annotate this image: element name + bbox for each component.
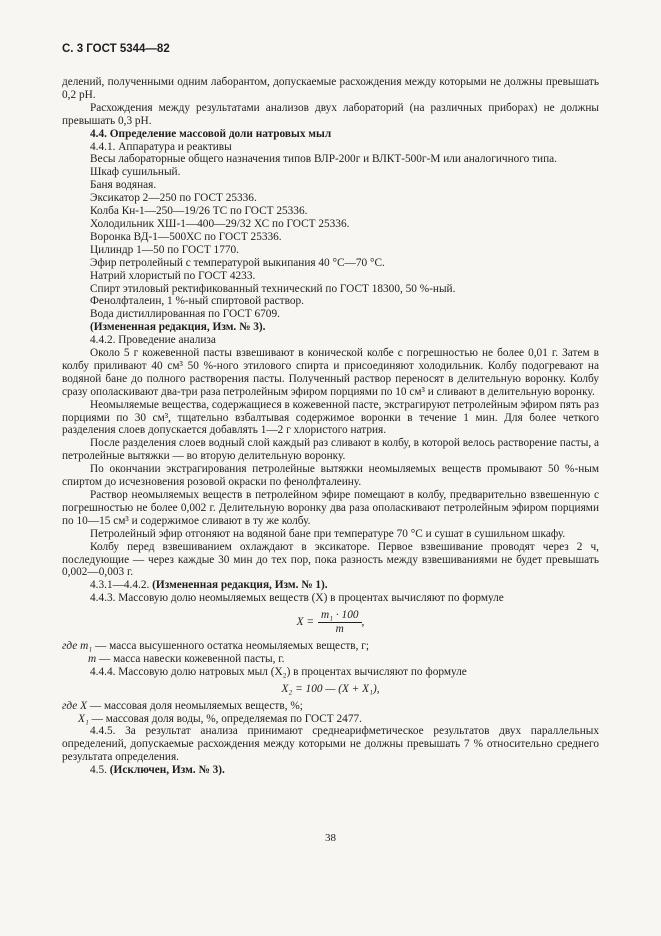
equipment-item: Холодильник ХШ-1—400—29/32 ХС по ГОСТ 25336. [90, 217, 350, 230]
formula-text: X₂ = 100 — (X + X₁), [281, 682, 380, 695]
formula-unsaponifiable [62, 609, 599, 636]
formula-fraction [318, 609, 362, 636]
equipment-item: Цилиндр 1—50 по ГОСТ 1770. [90, 243, 239, 256]
definition-symbol: где m₁ [62, 639, 93, 652]
section-ref: 4.5. [90, 764, 107, 777]
formula-tail: , [361, 616, 365, 629]
paragraph: Раствор неомыляемых веществ в петролейном эфире помещают в колбу, предварительно взвешенную с погрешностью не более 0,002 г. Делительную воронку два раза ополаскивают петролейным эфиром порциями по 10—15 см³ и содержимое сливают в ту же колбу. [62, 489, 599, 527]
formula-lhs: X = [296, 616, 314, 629]
amendment-ref: 4.3.1—4.4.2. [90, 579, 150, 592]
equipment-item: Спирт этиловый ректификованный технический по ГОСТ 18300, 50 %-ный. [90, 282, 456, 295]
amendment-text: (Измененная редакция, Изм. № 1). [152, 579, 328, 592]
equipment-item: Шкаф сушильный. [90, 166, 181, 179]
paragraph: Расхождения между результатами анализов двух лабораторий (на различных приборах) не должны превышать 0,3 pH. [62, 101, 599, 127]
equipment-item: Вода дистиллированная по ГОСТ 6709. [90, 308, 280, 321]
definition-row [62, 640, 599, 653]
section-4-4-2: 4.4.2. Проведение анализа [90, 334, 216, 347]
equipment-item: Фенолфталеин, 1 %-ный спиртовой раствор. [90, 295, 304, 308]
equipment-item: Эксикатор 2—250 по ГОСТ 25336. [90, 192, 257, 205]
paragraph: Неомыляемые вещества, содержащиеся в кожевенной пасте, экстрагируют петролейным эфиром пять раз порциями по 30 см³, тщательно взбалтывая содержимое воронки в течение 1 мин. Для более четкого разделения слоев допускается добавлять 1—2 г хлористого натрия. [62, 398, 599, 437]
equipment-item: Колба Кн-1—250—19/26 ТС по ГОСТ 25336. [90, 205, 308, 218]
definition-symbol: X₁ [78, 712, 89, 725]
definition-text: — масса высушенного остатка неомыляемых веществ, г; [95, 639, 370, 652]
equipment-item: Натрий хлористый по ГОСТ 4233. [90, 269, 256, 282]
formula-soaps [62, 683, 599, 696]
definition-text: — массовая доля неомыляемых веществ, %; [89, 699, 303, 712]
equipment-item: Эфир петролейный с температурой выкипания 40 °С—70 °С. [90, 256, 385, 269]
definition-row [62, 700, 599, 713]
section-4-4-5: 4.4.5. За результат анализа принимают среднеарифметическое результатов двух параллельных определений, допускаемые расхождения между которыми не должны превышать 7 % относительно среднего результата определения. [62, 725, 599, 764]
equipment-item: Воронка ВД-1—500ХС по ГОСТ 25336. [90, 230, 282, 243]
definition-row [62, 713, 599, 726]
definition-text: — массовая доля воды, %, определяемая по ГОСТ 2477. [91, 712, 362, 725]
paragraph: Весы лабораторные общего назначения типов ВЛР-200г и ВЛКТ-500г-М или аналогичного типа. [90, 153, 557, 166]
paragraph: После разделения слоев водный слой каждый раз сливают в колбу, в которой велось растворение пасты, а петролейные вытяжки — во вторую делительную воронку. [62, 437, 599, 463]
paragraph: делений, полученными одним лаборантом, допускаемые расхождения между которыми не должны превышать 0,2 pH. [62, 76, 599, 101]
definition-text: — масса навески кожевенной пасты, г. [99, 652, 285, 665]
paragraph: Около 5 г кожевенной пасты взвешивают в конической колбе с погрешностью не более 0,01 г. Затем в колбу приливают 40 см³ 50 %-ного этилового спирта и присоединяют холодильник. Колбу подогревают на водяной бане до полного растворения пасты. Полученный раствор переносят в делительную воронку. Колбу сразу ополаскивают два-три раза петролейным эфиром порциями по 10 см³ и сливают в делительную воронку. [62, 347, 599, 398]
paragraph: Петролейный эфир отгоняют на водяной бане при температуре 70 °С и сушат в сушильном шкафу. [90, 527, 566, 540]
section-excluded-note: (Исключен, Изм. № 3). [109, 764, 225, 777]
section-4-4-1: 4.4.1. Аппаратура и реактивы [90, 140, 232, 153]
page-number: 38 [325, 832, 336, 844]
amendment-note: (Измененная редакция, Изм. № 3). [90, 321, 266, 334]
running-header: С. 3 ГОСТ 5344—82 [62, 43, 170, 55]
section-heading-4-4: 4.4. Определение массовой доли натровых мыл [90, 127, 332, 140]
equipment-item: Баня водяная. [90, 179, 157, 192]
section-4-5 [62, 764, 599, 777]
definition-symbol: где X [62, 699, 87, 712]
section-4-4-4: 4.4.4. Массовую долю натровых мыл (X₂) в процентах вычисляют по формуле [90, 665, 467, 678]
formula-numerator: m₁ · 100 [318, 609, 362, 623]
definition-row [62, 653, 599, 666]
section-4-4-3: 4.4.3. Массовую долю неомыляемых веществ (X) в процентах вычисляют по формуле [90, 592, 504, 605]
amendment-note [62, 579, 599, 592]
formula-denominator: m [335, 623, 344, 636]
body-text [62, 76, 599, 777]
paragraph: Колбу перед взвешиванием охлаждают в эксикаторе. Первое взвешивание проводят через 2 ч, последующие — через каждые 30 мин до тех пор, пока разность между взвешиваниями не будет превышать 0,002—0,003 г. [62, 540, 599, 579]
paragraph: По окончании экстрагирования петролейные вытяжки неомыляемых веществ промывают 50 %-ным спиртом до исчезновения розовой окраски по фенолфталеину. [62, 463, 599, 489]
definition-symbol: m [88, 652, 97, 665]
